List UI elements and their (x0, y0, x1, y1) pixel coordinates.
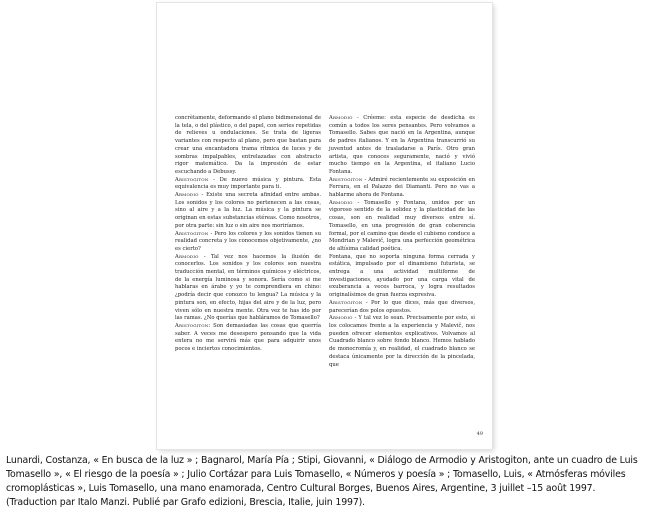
dialogue-text: - Créeme: esta especie de desdicha es común a todos los seres pensantes. Pero volvamos a Tomasello. Sabes que nació en la Argentina, aunque de padres italianos. Y en la Argentina transcurrió su juventud antes de trasladarse a París. Otro gran artista, que conoces seguramente, nació y vivió mucho tiempo en la Argentina, el italiano Lucio Fontana. (329, 115, 475, 175)
dialogue-text: - Admiré recientemente su exposición en Ferrara, en el Palazzo dei Diamanti. Pero no vas a hablarme ahora de Fontana. (329, 176, 475, 199)
speaker-name: Aristogiton (329, 176, 363, 183)
speaker-name: Armodio (329, 115, 353, 121)
right-column (329, 115, 475, 369)
speaker-name: Aristogiton (175, 230, 209, 237)
dialogue-text: : Son demasiadas las cosas que querría saber. A veces me desespero pensando que la vida entera no me servirá más que para adquirir unos pocos e inciertos conocimientos. (175, 322, 321, 353)
speaker-name: Aristogiton (329, 299, 363, 306)
book-page (157, 3, 492, 449)
dialogue-text: - Y tal vez lo sean. Precisamente por esto, si los colocamos frente a la experiencia y Malevič, nos pueden ofrecer elementos explicativos. Volvamos al Cuadrado blanco sobre fondo blanco. Hemos hablado de monocromía y, en realidad, el cuadrado blanco se destaca únicamente por la dirección de la pincelada, que (329, 315, 475, 368)
dialogue-text: - Tal vez nos hacemos la ilusión de conocerlos. Los sonidos y los colores son nuestra traducción mental, en términos químicos y eléctricos, de la energía luminosa y sonora. Sería como si me hablaras en árabe y yo te comprendiera en chino: ¿podría decir que conozco tu lengua? La música y la pintura son, en efecto, hijas del aire y de la luz, pero viven sólo en nuestra mente. Otra vez te has ido por las ramas. ¿No querías que habláramos de Tomasello? (175, 253, 321, 322)
dialogue-text: - De nuevo música y pintura. Esta equivalencia es muy importante para ti. (175, 176, 321, 191)
speaker-name: Armodio (175, 192, 199, 199)
paragraph: Fontana, que no soporta ninguna forma cerrada y estática, impulsado por el dinamismo futurista, se entrega a una actividad multiforme de investigaciones, ayudado por una carga vital de exuberancia a veces barroca, y logra resultados originalísimos de gran fuerza expresiva. (329, 253, 475, 299)
speaker-name: Armodio (329, 199, 353, 206)
dialogue-text: - Pero los colores y los sonidos tienen su realidad concreta y los conocemos objetivamente, ¿no es cierto? (175, 230, 321, 252)
page-number: 49 (476, 431, 483, 437)
dialogue-paragraph (329, 200, 475, 254)
left-column (175, 115, 321, 354)
dialogue-paragraph (175, 323, 321, 354)
dialogue-text: - Existe una secreta afinidad entre ambas. Los sonidos y los colores no pertenecen a las cosas, sino al aire y a la luz. La música y la pintura se originan en estas substancias etéreas. Como nosotros, por otra parte: sin luz o sin aire nos moriríamos. (175, 192, 321, 229)
figure-caption: Lunardi, Costanza, « En busca de la luz » ; Bagnarol, María Pía ; Stipi, Giovanni, « Diálogo de Armodio y Aristogiton, ante un cuadro de Luis Tomasello », « El riesgo de la poesía » ; Julio Cortázar para Luis Tomasello, « Números y poesía » ; Tomasello, Luis, « Atmósferas móviles cromoplásticas », Luis Tomasello, una mano enamorada, Centro Cultural Borges, Buenos Aires, Argentine, 3 juillet –15 août 1997. (Traduction par Italo Manzi. Publié par Grafo edizioni, Brescia, Italie, juin 1997). (6, 455, 638, 508)
dialogue-paragraph (329, 115, 475, 177)
dialogue-paragraph (329, 177, 475, 200)
speaker-name: Armodio (329, 315, 353, 322)
speaker-name: Aristogiton (175, 322, 209, 329)
speaker-name: Armodio (175, 253, 199, 260)
dialogue-paragraph (329, 315, 475, 369)
paragraph: concrètamente, deformando el plano bidimensional de la tela, o del plástico, o del papel, con series repetidas de relieves u ondulaciones. Se trata de ligeras variantes con respecto al plano, pero que bastan para crear una encantadora trama rítmica de luces y de sombras impalpables, entrelazadas con abstracto rigor matemático. Da la impresión de estar escuchando a Debussy. (175, 115, 321, 175)
speaker-name: Aristogiton (175, 176, 209, 183)
dialogue-paragraph (175, 177, 321, 192)
dialogue-paragraph (175, 231, 321, 254)
dialogue-paragraph (175, 254, 321, 323)
dialogue-text: - Tomasello y Fontana, unidos por un vigoroso sentido de la solidez y la plasticidad de las cosas, son en realidad muy diversos entre sí. Tomasello, en una progresión de gran coherencia formal, por el camino que desde el cubismo conduce a Mondrian y Malevič, logra una perfección geométrica de altísima calidad poética. (329, 199, 475, 252)
dialogue-paragraph (329, 300, 475, 315)
dialogue-text: - Por lo que dices, más que diversos, parecerían dos polos opuestos. (329, 299, 475, 314)
dialogue-paragraph (175, 192, 321, 231)
